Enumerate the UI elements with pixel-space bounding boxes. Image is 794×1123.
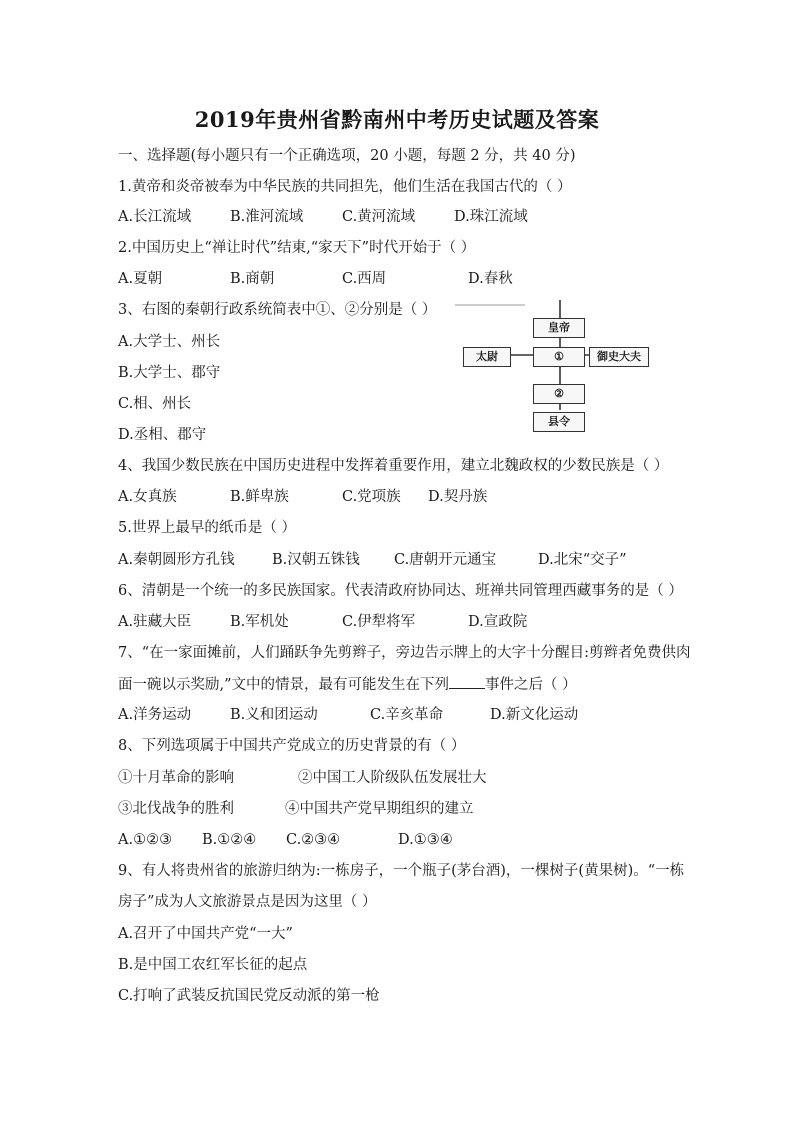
- diagram-box-taiwei: 太尉: [463, 347, 511, 367]
- qin-admin-diagram: [455, 300, 655, 440]
- page-title: 2019年贵州省黔南州中考历史试题及答案: [194, 107, 600, 132]
- q4-option-d: D.契丹族: [428, 489, 488, 505]
- q1-option-d: D.珠江流域: [454, 209, 528, 225]
- q9-option-a: A.召开了中国共产党“一大”: [118, 926, 293, 942]
- q3-option-c: C.相、州长: [118, 396, 192, 412]
- question-3-stem: 3、右图的秦朝行政系统简表中①、②分别是（ ）: [118, 302, 437, 318]
- q6-option-c: C.伊犁将军: [342, 614, 416, 630]
- q4-option-a: A.女真族: [118, 489, 177, 505]
- q8-item-3: ③北伐战争的胜利: [118, 801, 234, 817]
- diagram-box-1: ①: [533, 347, 585, 367]
- question-5-stem: 5.世界上最早的纸币是（ ）: [118, 520, 296, 536]
- question-6-stem: 6、清朝是一个统一的多民族国家。代表清政府协同达、班禅共同管理西藏事务的是（ ）: [118, 583, 683, 599]
- q4-option-b: B.鲜卑族: [230, 489, 289, 505]
- q7-option-d: D.新文化运动: [490, 707, 579, 723]
- q4-option-c: C.党项族: [342, 489, 401, 505]
- diagram-box-county: 县令: [533, 412, 585, 432]
- q7-option-a: A.洋务运动: [118, 707, 192, 723]
- q5-option-c: C.唐朝开元通宝: [394, 552, 497, 568]
- q2-option-a: A.夏朝: [118, 271, 163, 287]
- diagram-box-yushi: 御史大夫: [589, 347, 649, 367]
- q7-option-b: B.义和团运动: [230, 707, 318, 723]
- q3-option-d: D.丞相、郡守: [118, 427, 207, 443]
- section-heading: 一、选择题(每小题只有一个正确选项，20 小题，每题 2 分，共 40 分): [118, 148, 576, 164]
- question-4-stem: 4、我国少数民族在中国历史进程中发挥着重要作用，建立北魏政权的少数民族是（ ）: [118, 458, 669, 474]
- q9-option-c: C.打响了武装反抗国民党反动派的第一枪: [118, 988, 380, 1004]
- q3-option-b: B.大学士、郡守: [118, 365, 221, 381]
- q7-stem-part-a: 面一碗以示奖励,”文中的情景，最有可能发生在下列: [118, 677, 450, 693]
- q5-option-b: B.汉朝五铢钱: [272, 552, 360, 568]
- q6-option-a: A.驻藏大臣: [118, 614, 192, 630]
- question-1-stem: 1.黄帝和炎帝被奉为中华民族的共同担先，他们生活在我国古代的（ ）: [118, 179, 572, 195]
- question-7-stem-line2: [118, 674, 577, 695]
- q8-item-4: ④中国共产党早期组织的建立: [285, 801, 474, 817]
- question-2-stem: 2.中国历史上“禅让时代”结東,“家天下”时代开始于（ ）: [118, 240, 476, 256]
- question-8-stem: 8、下列选项属于中国共产党成立的历史背景的有（ ）: [118, 738, 466, 754]
- q2-option-d: D.春秋: [468, 271, 513, 287]
- diagram-box-emperor: 皇帝: [533, 318, 585, 338]
- q1-option-c: C.黄河流域: [342, 209, 416, 225]
- q8-item-2: ②中国工人阶级队伍发展壮大: [298, 770, 487, 786]
- q1-option-b: B.淮河流域: [230, 209, 304, 225]
- q2-option-c: C.西周: [342, 271, 387, 287]
- q5-option-d: D.北宋“交子”: [538, 552, 627, 568]
- q5-option-a: A.秦朝圆形方孔钱: [118, 552, 235, 568]
- question-9-stem-line1: 9、有人将贵州省的旅游归纳为:一栋房子，一个瓶子(茅台酒)，一棵树子(黄果树)。“一栋: [118, 863, 685, 879]
- q1-option-a: A.长江流域: [118, 209, 192, 225]
- q9-option-b: B.是中国工农红军长征的起点: [118, 957, 308, 973]
- q7-stem-part-b: 事件之后（ ）: [485, 677, 577, 693]
- q2-option-b: B.商朝: [230, 271, 275, 287]
- q8-option-a: A.①②③: [118, 832, 173, 848]
- q8-option-b: B.①②④: [202, 832, 257, 848]
- question-9-stem-line2: 房子”成为人文旅游景点是因为这里（ ）: [118, 894, 377, 910]
- q8-item-1: ①十月革命的影响: [118, 770, 234, 786]
- question-7-stem-line1: 7、“在一家面摊前，人们踊跃争先剪辫子，旁边告示牌上的大字十分醒目:剪辫者免费供肉: [118, 645, 691, 661]
- q6-option-b: B.军机处: [230, 614, 289, 630]
- q6-option-d: D.宣政院: [468, 614, 528, 630]
- q8-option-d: D.①③④: [398, 832, 453, 848]
- answer-blank: [449, 674, 485, 689]
- q7-option-c: C.辛亥革命: [370, 707, 444, 723]
- q8-option-c: C.②③④: [286, 832, 341, 848]
- q3-option-a: A.大学士、州长: [118, 334, 221, 350]
- diagram-box-2: ②: [533, 384, 585, 404]
